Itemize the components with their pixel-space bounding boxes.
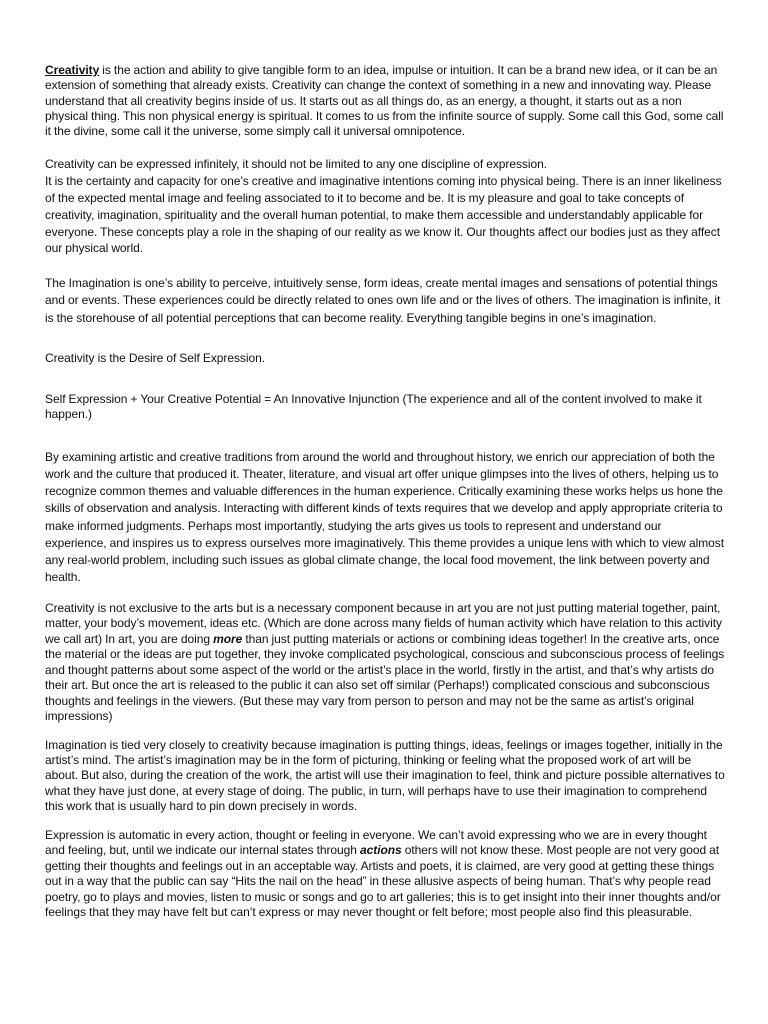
paragraph-desire-statement: Creativity is the Desire of Self Expression. bbox=[45, 350, 266, 365]
paragraph-expression bbox=[45, 828, 725, 921]
paragraph-imagination: The Imagination is one’s ability to perceive, intuitively sense, form ideas, create mental images and sensations of potential things and or events. These experiences could be directly related to ones own life and or the lives of others. The imagination is infinite, it is the storehouse of all potential perceptions that can become reality. Everything tangible begins in one’s imagination. bbox=[45, 276, 721, 325]
paragraph-line: It is the certainty and capacity for one’s creative and imaginative intentions coming into physical being. There is an inner likeliness of the expected mental image and feeling associated to it to become and be. It is my pleasure and goal to take concepts of creativity, imagination, spirituality and the overall human potential, to make them accessible and understandably applicable for everyone. These concepts play a role in the shaping of our reality as we know it. Our thoughts affect our bodies just as they affect our physical world. bbox=[45, 174, 722, 256]
paragraph-creativity-arts bbox=[45, 601, 725, 725]
paragraph-text: Expression is automatic in every action, thought or feeling in everyone. We can’t avoid expressing who we are in every thought and feeling, but, until we indicate our internal states through bbox=[45, 827, 707, 858]
paragraph-line: Creativity can be expressed infinitely, it should not be limited to any one discipline of expression. bbox=[45, 157, 548, 172]
paragraph-text: others will not know these. Most people are not very good at getting their thoughts and feelings out in an acceptable way. Artists and poets, it is claimed, are very good at getting these things out in a way that the public can say “Hits the nail on the head” in these allusive aspects of being human. That’s why people read poetry, go to plays and movies, listen to music or songs and go to art galleries; this is to get insight into their inner thoughts and/or feelings that they may have felt but can’t express or may never thought or felt before; most people also find this pleasurable. bbox=[45, 843, 721, 920]
paragraph-self-expression-equation: Self Expression + Your Creative Potential = An Innovative Injunction (The experience and all of the content involved to make it happen.) bbox=[45, 391, 702, 421]
emphasis-more: more bbox=[213, 631, 243, 646]
paragraph-text: is the action and ability to give tangible form to an idea, impulse or intuition. It can be a brand new idea, or it can be an extension of something that already exists. Creativity can change the context of something in a new and innovating way. Please understand that all creativity begins inside of us. It starts out as all things do, as an energy, a thought, it starts out as a non physical thing. This non physical energy is spiritual. It comes to us from the infinite source of supply. Some call this God, some call it the divine, some call it the universe, some simply call it universal omnipotence. bbox=[45, 63, 724, 139]
paragraph-text: than just putting materials or actions or combining ideas together! In the creative arts, once the material or the ideas are put together, they invoke complicated psychological, conscious and subconscious process of feelings and thought patterns about some aspect of the world or the artist’s place in the world, firstly in the artist, and that’s why artists do their art. But once the art is released to the public it can also set off similar (Perhaps!) complicated conscious and subconscious thoughts and feelings in the viewers. (But these may vary from person to person and may not be the same as artist’s original impressions) bbox=[45, 631, 725, 723]
paragraph-artistic-traditions: By examining artistic and creative traditions from around the world and throughout history, we enrich our appreciation of both the work and the culture that produced it. Theater, literature, and visual art offer unique glimpses into the lives of others, helping us to recognize common themes and valuable differences in the human experience. Critically examining these works helps us hone the skills of observation and analysis. Interacting with different kinds of texts requires that we develop and apply appropriate criteria to make informed judgments. Perhaps most importantly, studying the arts gives us tools to represent and understand our experience, and inspires us to express ourselves more imaginatively. This theme provides a unique lens with which to view almost any real-world problem, including such issues as global climate change, the local food movement, the link between poverty and health. bbox=[45, 449, 725, 585]
document-page bbox=[45, 63, 725, 921]
emphasis-actions: actions bbox=[360, 843, 402, 858]
paragraph-creativity-definition bbox=[45, 63, 725, 139]
paragraph-creativity-expressed bbox=[45, 156, 725, 257]
paragraph-text: Creativity is not exclusive to the arts but is a necessary component because in art you are not just putting material together, paint, matter, your body’s movement, ideas etc. (Which are done across many fields of human activity which have relation to this activity we call art) In art, you are doing bbox=[45, 600, 722, 646]
term-creativity: Creativity bbox=[45, 63, 100, 77]
paragraph-imagination-creativity: Imagination is tied very closely to creativity because imagination is putting things, ideas, feelings or images together, initially in the artist’s mind. The artist’s imagination may be in the form of picturing, thinking or feeling what the proposed work of art will be about. But also, during the creation of the work, the artist will use their imagination to feel, think and picture possible alternatives to what they have just done, at every stage of doing. The public, in turn, will perhaps have to use their imagination to comprehend this work that is usually hard to pin down precisely in words. bbox=[45, 737, 725, 814]
